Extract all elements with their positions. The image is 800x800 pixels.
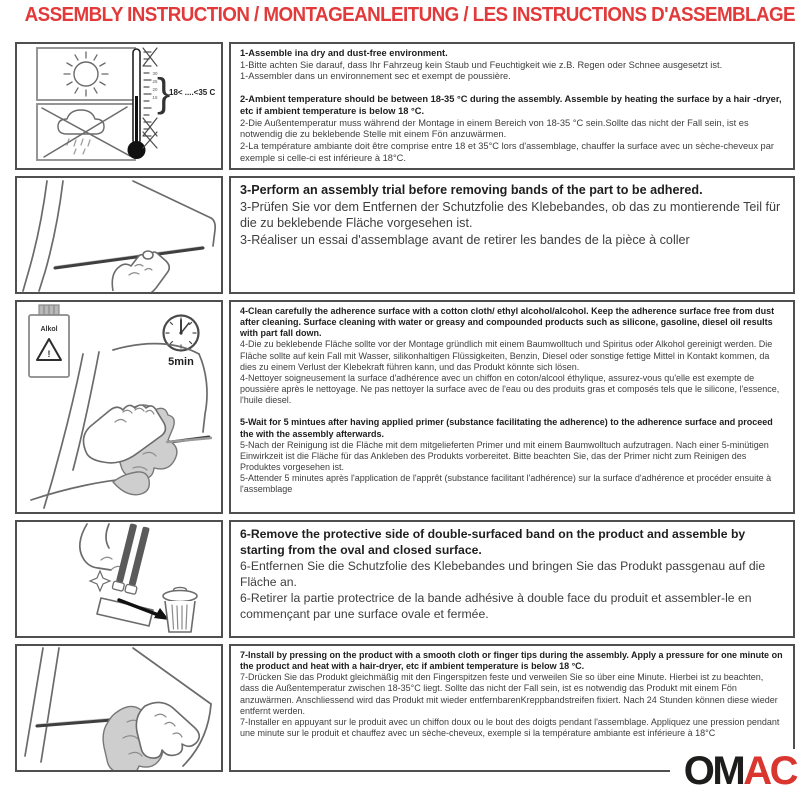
trash-can-icon (163, 587, 197, 632)
page-title (0, 4, 800, 36)
page-title-text: ASSEMBLY INSTRUCTION / MONTAGEANLEITUNG / LES INSTRUCTIONS D'ASSEMBLAGE (24, 4, 796, 26)
section-3 (240, 182, 784, 249)
instruction-7-de: 7-Drücken Sie das Produkt gleichmäßig mit den Fingerspitzen feste und verweilen Sie so über eine Minute. Hierbei ist zu beachten, dass die Außentemperatur zwischen 18-35°C liegt. Sollte das nicht der Fall sein, ist es notwendig das Produkt mit einem Fön anzuwärmen. Anschliessend wird das Produkt mit wieder entfernbarenKreppbandstreifen fixiert. Nach 24 Stunden können diese wieder entfernt werden. (240, 672, 778, 716)
omac-logo-red-letters: AC (743, 749, 796, 793)
table-row-2 (15, 176, 795, 294)
instruction-7-fr: 7-Installer en appuyant sur le produit avec un chiffon doux ou le bout des doigts pendant l'assemblage. Appliquez une pression pendant une minute sur le produit et chauffez avec un sèche-cheveux, exemple si la température ambiante est inférieure à 18°C (240, 716, 780, 739)
instruction-4-fr: 4-Nettoyer soigneusement la surface d'adhérence avec un chiffon en coton/alcool éthylique, assurez-vous qu'elle est exempte de poussière après le nettoyage. Ne pas nettoyer la surface avec de l'eau ou des produits gras et composés tels que le silicone, l'essence, l'huile diesel. (240, 372, 780, 406)
therm-tick-25: 25 (152, 79, 158, 84)
peel-tape-to-trash-drawing (17, 522, 221, 636)
therm-tick-30: 30 (152, 71, 158, 76)
instruction-6-de: 6-Entfernen Sie die Schutzfolie des Klebebandes und bringen Sie das Produkt passgenau auf die Fläche an. (240, 559, 766, 590)
sparkle-mark (90, 571, 110, 591)
therm-tick-20: 20 (152, 87, 158, 92)
instruction-4-en: 4-Clean carefully the adherence surface with a cotton cloth/ ethyl alcohol/alcohol. Keep the adherence surface free from dust after cleaning. Surface cleaning with water or greasy and compounded products such as silicone, gasoline, diesel oil results with part fall down. (240, 306, 775, 339)
section-6 (240, 526, 784, 623)
press-cloth-drawing (17, 646, 221, 770)
section-2 (240, 94, 784, 164)
temperature-range-label: 18< ....<35 C (169, 88, 216, 97)
protective-strips (112, 523, 152, 595)
warning-exclamation: ! (47, 349, 51, 359)
instruction-3-de: 3-Prüfen Sie vor dem Entfernen der Schutzfolie des Klebebandes, ob das zu montierende Teil für die zu beklebende Fläche vorgesehen ist. (240, 199, 781, 231)
illustration-assembly-trial (15, 176, 223, 294)
brace-glyph: } (157, 71, 171, 115)
instruction-5-de: 5-Nach der Reinigung ist die Fläche mit dem mitgelieferten Primer und mit einem Baumwolltuch aufzutragen. Nach einer 5-minütigen Einwirkzeit ist die Fläche für das Ankleben des Produkts vorbereitet. Bitte beachten Sie, das der Primer nicht zum Reinigen des Produktes vorgesehen ist. (240, 439, 769, 473)
instruction-3-fr: 3-Réaliser un essai d'assemblage avant de retirer les bandes de la pièce à coller (240, 233, 690, 248)
section-4 (240, 306, 784, 406)
pressing-hand-with-cloth (103, 702, 199, 770)
surface-cleaning-drawing (17, 302, 221, 512)
illustration-cleaning (15, 300, 223, 514)
instruction-table (15, 42, 795, 778)
instruction-6 (229, 520, 795, 638)
thermometer-icon (128, 48, 216, 159)
instruction-4-de: 4-Die zu beklebende Fläche sollte vor der Montage gründlich mit einem Baumwolltuch und Spiritus oder Alkohol gereinigt werden. Die Fläche sollte auf kein Fall mit Wasser, silikonhaltigen Flüssigkeiten, Benzin, Diesel oder sonstige fettige Mittel in Kontakt kommen, da dies zu einem Verlust der Klebekraft führen kann, und das Produkt könnte sich lösen. (240, 339, 773, 372)
table-row-3 (15, 300, 795, 514)
no-rain-icon (37, 104, 135, 160)
instruction-3 (229, 176, 795, 294)
instruction-1-en: 1-Assemble ina dry and dust-free environment. (240, 48, 448, 58)
instructions-4-5 (229, 300, 795, 514)
instruction-7-en: 7-Install by pressing on the product with a smooth cloth or finger tips during the assembly. Apply a pressure for one minute on the product and heat with a hair-dryer, etc if ambient temperature is below 18 °C. (240, 650, 783, 672)
alcohol-label: Alkol (40, 326, 58, 333)
instructions-1-2 (229, 42, 795, 170)
section-7 (240, 650, 784, 739)
instruction-6-fr: 6-Retirer la partie protectrice de la bande adhésive à double face du produit et assembler-le en commençant par une surface ovale et fermée. (240, 591, 752, 622)
instruction-1-de: 1-Bitte achten Sie darauf, dass Ihr Fahrzeug kein Staub und Feuchtigkeit wie z.B. Regen oder Schnee ausgesetzt ist. (240, 59, 723, 70)
illustration-remove-band (15, 520, 223, 638)
instruction-5-fr: 5-Attender 5 minutes après l'application de l'apprêt (substance facilitant l'adhérence) sur la surface d'adhérence et procéder ensuite à l'assemblage (240, 473, 772, 495)
car-trim-placement-drawing (17, 178, 221, 292)
section-1 (240, 48, 784, 83)
instruction-2-en: 2-Ambient temperature should be between 18-35 °C during the assembly. Assemble by heating the surface by a hair -dryer, etc if ambient temperature is below 18 °C. (240, 94, 782, 116)
sun-icon (37, 48, 135, 100)
omac-logo-black-letters: OM (683, 749, 744, 793)
section-5 (240, 417, 784, 495)
instruction-5-en: 5-Wait for 5 mintues after having applied primer (substance facilitating the adherence) to the adherence surface and proceed the with the assembly afterwards. (240, 417, 773, 439)
instruction-3-en: 3-Perform an assembly trial before removing bands of the part to be adhered. (240, 183, 703, 197)
instruction-2-de: 2-Die Außentemperatur muss während der Montage in einem Bereich von 18-35 °C sein.Sollte das nicht der Fall sein, ist es notwendig die zu beklebende Stelle mit einem Fön anzuwärmen. (240, 117, 749, 140)
omac-logo (670, 749, 796, 793)
table-row-4 (15, 520, 795, 638)
therm-tick-15: 15 (152, 95, 158, 100)
instruction-1-fr: 1-Assembler dans un environnement sec et exempt de poussière. (240, 71, 511, 82)
instruction-6-en: 6-Remove the protective side of double-surfaced band on the product and assemble by starting from the oval and closed surface. (240, 527, 746, 558)
alcohol-bottle-icon (29, 305, 69, 377)
clock-icon (164, 316, 199, 369)
illustration-environment-temperature (15, 42, 223, 170)
instruction-2-fr: 2-La température ambiante doit être comprise entre 18 et 35°C lors d'assemblage, chauffer la surface avec un sèche-cheveux par exemple si celle-ci est inférieure à 18°C. (240, 140, 774, 163)
clock-duration-label: 5min (168, 356, 194, 368)
environment-illustration-svg (17, 44, 221, 168)
illustration-press-install (15, 644, 223, 772)
table-row-1 (15, 42, 795, 170)
